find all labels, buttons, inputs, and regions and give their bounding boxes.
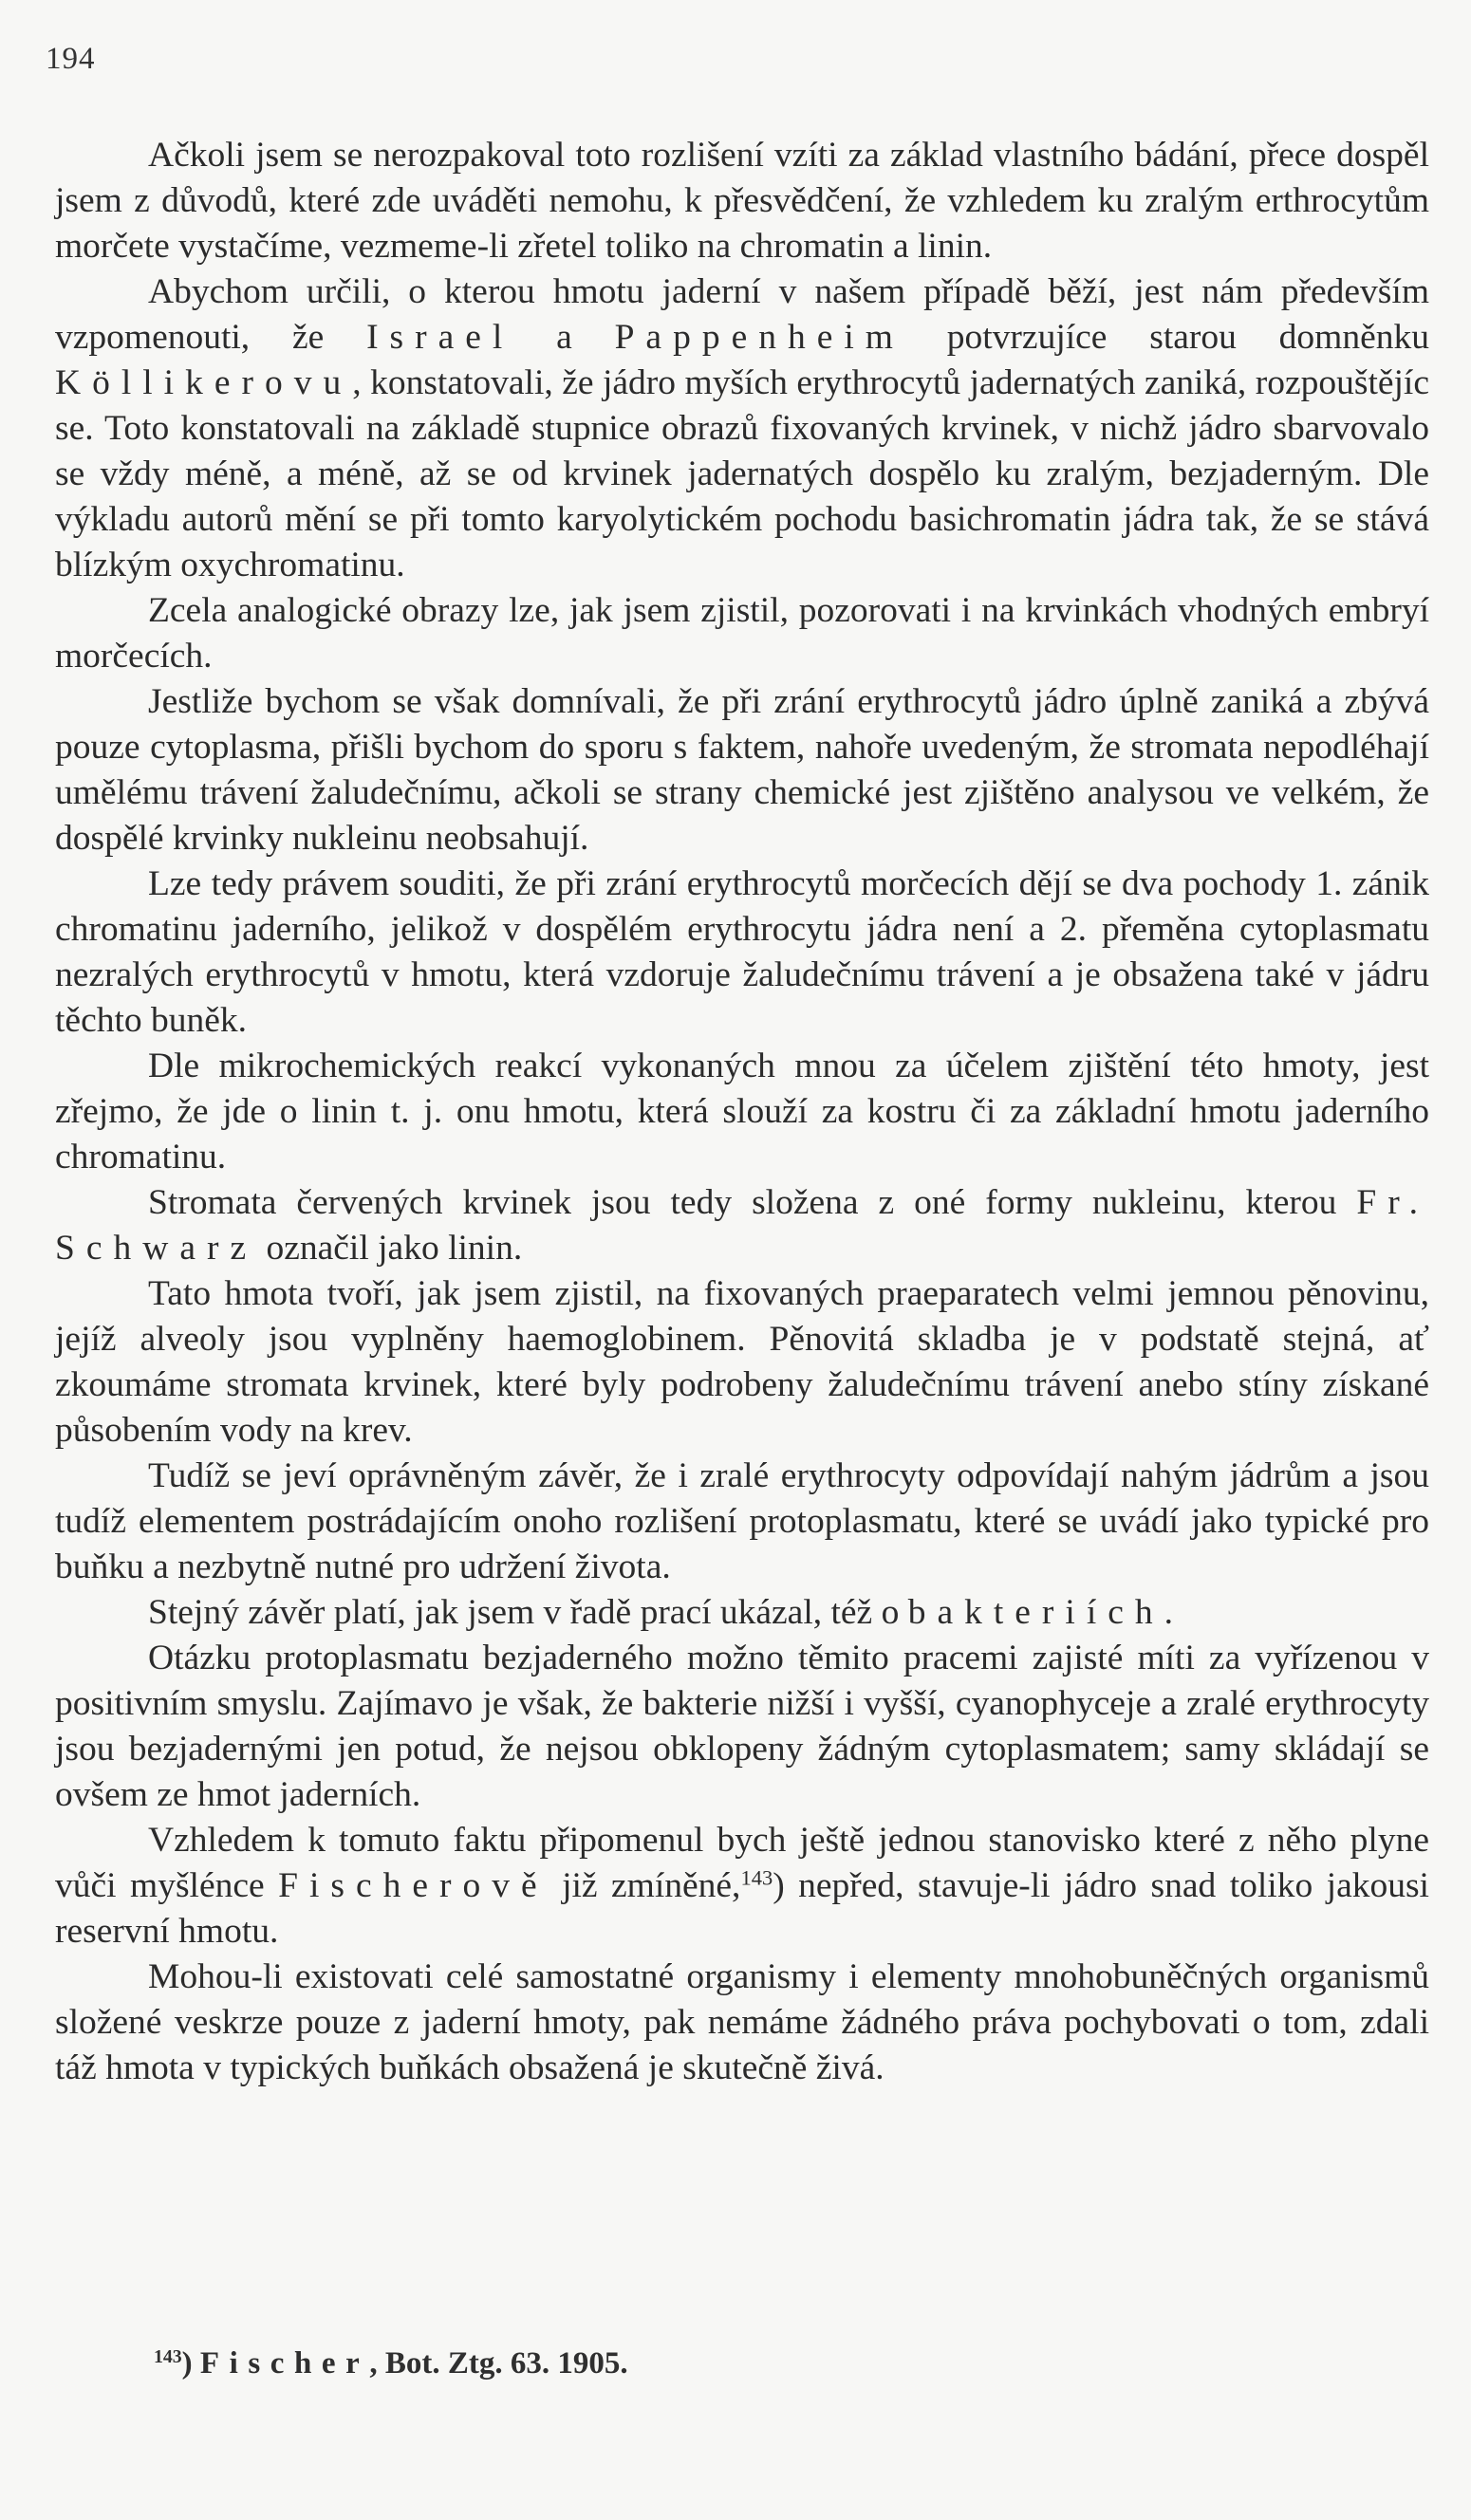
footnote [154, 2346, 628, 2381]
spaced-name: Köllikerovu [55, 363, 353, 402]
footnote-close: ) [181, 2346, 193, 2381]
spaced-name: Israel [366, 318, 514, 357]
footnote-number: 143 [154, 2346, 182, 2368]
paragraph-text: Stromata červených krvinek jsou tedy složena z oné formy nukleinu, kterou [148, 1183, 1357, 1222]
paragraph [55, 1955, 1429, 2091]
paragraph-text: ) nepřed, stavuje-li jádro snad toliko jakousi reservní hmotu. [55, 1866, 1429, 1951]
paragraph-text: , konstatovali, že jádro myších erythrocytů jadernatých zaniká, rozpouštějíc se. Toto konstatovali na základě stupnice obrazů fixovaných krvinek, v nichž jádro sbarvovalo se vždy méně, a méně, až se od krvinek jadernatých dospělo ku zralým, bezjaderným. Dle výkladu autorů mění se při tomto karyolytickém pochodu basichromatin jádra tak, že se stává blízkým oxychromatinu. [55, 363, 1429, 584]
paragraph [55, 1044, 1429, 1180]
paragraph-text: Vzhledem k tomuto faktu připomenul bych ještě jednou stanovisko které z něho plyne vůči myšlénce [55, 1821, 1429, 1905]
paragraph-text: a [513, 318, 615, 357]
paragraph [55, 269, 1429, 588]
paragraph [55, 1636, 1429, 1818]
body-text [55, 133, 1429, 2091]
paragraph-text: Tudíž se jeví oprávněným závěr, že i zralé erythrocyty odpovídají nahým jádrům a jsou tudíž elementem postrádajícím onoho rozlišení protoplasmatu, které se uvádí jako typické pro buňku a nezbytně nutné pro udržení života. [55, 1456, 1429, 1586]
footnote-text: , Bot. Ztg. 63. 1905. [369, 2346, 628, 2381]
paragraph-text: Dle mikrochemických reakcí vykonaných mnou za účelem zjištění této hmoty, jest zřejmo, že jde o linin t. j. onu hmotu, která slouží za kostru či za základní hmotu jaderního chromatinu. [55, 1047, 1429, 1177]
paragraph [55, 588, 1429, 679]
spaced-name: bakteriích [907, 1593, 1164, 1632]
paragraph [55, 1180, 1429, 1271]
paragraph [55, 862, 1429, 1044]
paragraph [55, 1590, 1429, 1636]
paragraph [55, 1818, 1429, 1955]
spaced-name: Pappenheim [614, 318, 904, 357]
footnote-author: Fischer [199, 2346, 370, 2381]
paragraph-text: Mohou-li existovati celé samostatné organismy i elementy mnohobuněčných organismů složené veskrze pouze z jaderní hmoty, pak nemáme žádného práva pochybovati o tom, zdali táž hmota v typických buňkách obsažená je skutečně živá. [55, 1957, 1429, 2087]
paragraph-text: potvrzujíce starou domněnku [903, 318, 1429, 357]
paragraph [55, 1271, 1429, 1454]
paragraph [55, 679, 1429, 862]
paragraph-text: Zcela analogické obrazy lze, jak jsem zjistil, pozorovati i na krvinkách vhodných embryí morčecích. [55, 591, 1429, 676]
paragraph-text: . [1164, 1593, 1174, 1632]
page-number: 194 [46, 42, 96, 76]
paragraph-text: Otázku protoplasmatu bezjaderného možno těmito pracemi zajisté míti za vyřízenou v positivním smyslu. Zajímavo je však, že bakterie nižší i vyšší, cyanophyceje a zralé erythrocyty jsou bezjadernými jen potud, že nejsou obklopeny žádným cytoplasmatem; samy skládají se ovšem ze hmot jaderních. [55, 1639, 1429, 1814]
paragraph [55, 133, 1429, 269]
spaced-name: Fr. Schwarz [55, 1183, 1429, 1268]
paragraph-text: Tato hmota tvoří, jak jsem zjistil, na fixovaných praeparatech velmi jemnou pěnovinu, jejíž alveoly jsou vyplněny haemoglobinem. Pěnovitá skladba je v podstatě stejná, ať zkoumáme stromata krvinek, které byly podrobeny žaludečnímu trávení anebo stíny získané působením vody na krev. [55, 1274, 1429, 1450]
paragraph-text: Lze tedy právem souditi, že při zrání erythrocytů morčecích dějí se dva pochody 1. zánik chromatinu jaderního, jelikož v dospělém erythrocytu jádra není a 2. přeměna cytoplasmatu nezralých erythrocytů v hmotu, která vzdoruje žaludečnímu trávení a je obsažena také v jádru těchto buněk. [55, 864, 1429, 1040]
paragraph [55, 1454, 1429, 1590]
paragraph-text: Jestliže bychom se však domnívali, že při zrání erythrocytů jádro úplně zaniká a zbývá pouze cytoplasma, přišli bychom do sporu s faktem, nahoře uvedeným, že stromata nepodléhají umělému trávení žaludečnímu, ačkoli se strany chemické jest zjištěno analysou ve velkém, že dospělé krvinky nukleinu neobsahují. [55, 682, 1429, 858]
paragraph-text: označil jako linin. [257, 1229, 523, 1268]
paragraph-text: Ačkoli jsem se nerozpakoval toto rozlišení vzíti za základ vlastního bádání, přece dospěl jsem z důvodů, které zde uváděti nemohu, k přesvědčení, že vzhledem ku zralým erthrocytům morčete vystačíme, vezmeme-li zřetel toliko na chromatin a linin. [55, 136, 1429, 266]
paragraph-text: Stejný závěr platí, jak jsem v řadě prací ukázal, též o [148, 1593, 908, 1632]
paragraph-text: již zmíněné, [548, 1866, 741, 1905]
footnote-reference: 143 [740, 1865, 773, 1890]
paragraph-text: Abychom určili, o kterou hmotu jaderní v našem případě běží, jest nám především vzpomenouti, že [55, 272, 1429, 357]
spaced-name: Fischerově [278, 1866, 549, 1905]
